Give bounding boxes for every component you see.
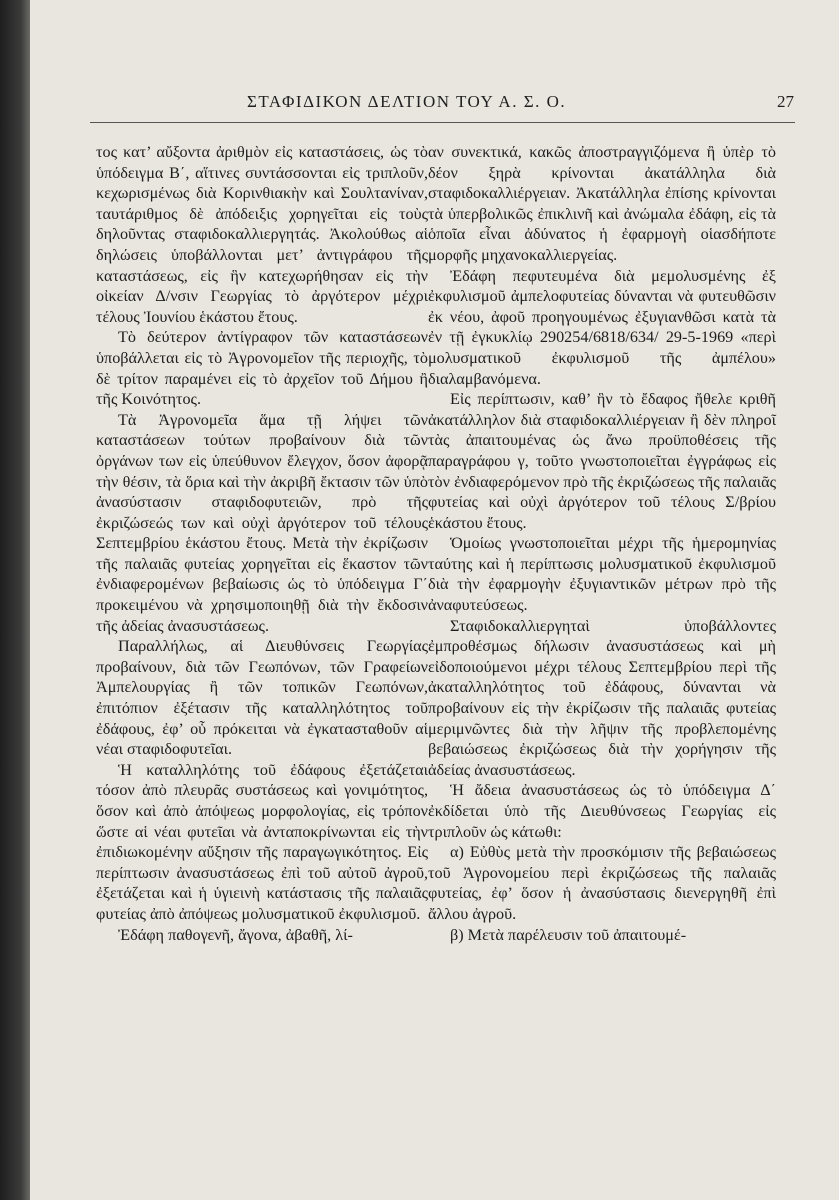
page-header [30, 92, 839, 114]
paragraph: Σταφιδοκαλλιεργηταὶ ὑποβάλλοντες ἐμπροθέσμως δήλωσιν ἀνασυστάσεως καὶ μὴ εἰδοποιούμενοι μέχρι τέλους Σεπτεμβρίου περὶ τῆς ἀκαταλληλότητος τοῦ ἐδάφους, δύνανται νὰ προβαίνουν εἰς τὴν ἐκρίζωσιν τῆς παλαιᾶς φυτείας μεριμνῶντες διὰ τὴν λῆψιν τῆς προβλεπομένης βεβαιώσεως ἐκριζώσεως διὰ τὴν χορήγησιν τῆς ἀδείας ἀνασυστάσεως. [428, 616, 776, 779]
paragraph: Ἐδάφη παθογενῆ, ἄγονα, ἀβαθῆ, λί- [118, 925, 353, 944]
document-page [30, 0, 839, 1200]
paragraph: τος κατ’ αὔξοντα ἀριθμὸν εἰς καταστάσεις, ὡς τὸ ὑπόδειγμα Β΄, αἵτινες συντάσσονται εἰς τριπλοῦν, κεχωρισμένως διὰ Κορινθιακὴν καὶ Σουλτανίναν, ταυτάριθμος δὲ ἀπόδειξις χορηγεῖται εἰς τοὺς δηλοῦντας σταφιδοκαλλιεργητάς. Ἀκολούθως αἱ δηλώσεις ὑποβάλλονται μετ’ ἀντιγράφου τῆς καταστάσεως, εἰς ἣν κατεχωρήθησαν εἰς τὴν οἰκείαν Δ/νσιν Γεωργίας τὸ ἀργότερον μέχρι τέλους Ἰουνίου ἑκάστου ἔτους. [96, 143, 428, 326]
paragraph: αν συνεκτικά, κακῶς ἀποστραγγιζόμενα ἢ ὑπὲρ τὸ δέον ξηρὰ κρίνονται ἀκατάλληλα διὰ σταφιδοκαλλιέργειαν. Ἀκατάλληλα ἐπίσης κρίνονται τὰ ὑπερβολικῶς ἐπικλινῆ καὶ ἀνώμαλα ἐδάφη, εἰς τὰ ὁποῖα εἶναι ἀδύνατος ἡ ἐφαρμογὴ οἱασδήποτε μορφῆς μηχανοκαλλιεργείας. [428, 143, 776, 264]
paragraph: Ἡ καταλληλότης τοῦ ἐδάφους ἐξετάζεται τόσον ἀπὸ πλευρᾶς συστάσεως καὶ γονιμότητος, ὅσον καὶ ἀπὸ ἀπόψεως μορφολογίας, εἰς τρόπον ὥστε αἱ νέαι φυτεῖαι νὰ ἀνταποκρίνωνται εἰς τὴν ἐπιδιωκομένην αὔξησιν τῆς παραγωγικότητος. Εἰς περίπτωσιν ἀνασυστάσεως ἐπὶ τοῦ αὐτοῦ ἀγροῦ, ἐξετάζεται καὶ ἡ ὑγιεινὴ κατάστασις τῆς παλαιᾶς φυτείας ἀπὸ ἀπόψεως μολυσματικοῦ ἐκφυλισμοῦ. [96, 760, 428, 923]
left-column [96, 142, 428, 945]
paragraph: Εἰς περίπτωσιν, καθ’ ἣν τὸ ἔδαφος ἤθελε κριθῆ ἀκατάλληλον διὰ σταφιδοκαλλιέργειαν ἢ δὲν πληροῖ τὰς ἀπαιτουμένας ὡς ἄνω προϋποθέσεις τῆς παραγράφου γ, τοῦτο γνωστοποιεῖται ἐγγράφως εἰς τὸν ἐνδιαφερόμενον πρὸ τῆς ἐκριζώσεως τῆς παλαιᾶς φυτείας καὶ οὐχὶ ἀργότερον τοῦ τέλους Σ/βρίου ἑκάστου ἔτους. [428, 390, 776, 532]
paragraph: Παραλλήλως, αἱ Διευθύνσεις Γεωργίας προβαίνουν, διὰ τῶν Γεωπόνων, τῶν Γραφείων Ἀμπελουργίας ἢ τῶν τοπικῶν Γεωπόνων, ἐπιτόπιον ἐξέτασιν τῆς καταλληλότητος τοῦ ἐδάφους, ἐφ’ οὗ πρόκειται νὰ ἐγκατασταθοῦν αἱ νέαι σταφιδοφυτεῖαι. [96, 637, 428, 759]
scan-binding-edge [0, 0, 30, 1200]
header-rule [90, 122, 795, 123]
running-title: ΣΤΑΦΙΔΙΚΟΝ ΔΕΛΤΙΟΝ ΤΟΥ Α. Σ. Ο. [247, 92, 567, 111]
paragraph: Ἡ ἄδεια ἀνασυστάσεως ὡς τὸ ὑπόδειγμα Δ΄ ἐκδίδεται ὑπὸ τῆς Διευθύνσεως Γεωργίας εἰς τριπλοῦν ὡς κάτωθι: [428, 781, 776, 841]
paragraph: Τὸ δεύτερον ἀντίγραφον τῶν καταστάσεων ὑποβάλλεται εἰς τὸ Ἀγρονομεῖον τῆς περιοχῆς, τὸ δὲ τρίτον παραμένει εἰς τὸ ἀρχεῖον τοῦ Δήμου ἢ τῆς Κοινότητος. [96, 328, 428, 409]
paragraph: Τὰ Ἀγρονομεῖα ἅμα τῇ λήψει τῶν καταστάσεων τούτων προβαίνουν διὰ τῶν ὀργάνων των εἰς ὑπεύθυνον ἔλεγχον, ὅσον ἀφορᾷ τὴν θέσιν, τὰ ὅρια καὶ τὴν ἀκριβῆ ἔκτασιν τῶν ὑπὸ ἀνασύστασιν σταφιδοφυτειῶν, πρὸ τῆς ἐκριζώσεώς των καὶ οὐχὶ ἀργότερον τοῦ τέλους Σεπτεμβρίου ἑκάστου ἔτους. Μετὰ τὴν ἐκρίζωσιν τῆς παλαιᾶς φυτείας χορηγεῖται εἰς ἕκαστον τῶν ἐνδιαφερομένων βεβαίωσις ὡς τὸ ὑπόδειγμα Γ΄ προκειμένου νὰ χρησιμοποιηθῇ διὰ τὴν ἔκδοσιν τῆς ἀδείας ἀνασυστάσεως. [96, 410, 428, 635]
page-number: 27 [777, 92, 794, 111]
paragraph: Ὁμοίως γνωστοποιεῖται μέχρι τῆς ἡμερομηνίας ταύτης καὶ ἡ περίπτωσις μολυσματικοῦ ἐκφυλισμοῦ διὰ τὴν ἐφαρμογὴν ἐξυγιαντικῶν μέτρων πρὸ τῆς ἀναφυτεύσεως. [428, 534, 776, 615]
paragraph: Ἐδάφη πεφυτευμένα διὰ μεμολυσμένης ἐξ ἐκφυλισμοῦ ἀμπελοφυτείας δύνανται νὰ φυτευθῶσιν ἐκ νέου, ἀφοῦ προηγουμένως ἐξυγιανθῶσι κατὰ τὰ ἐν τῇ ἐγκυκλίῳ 290254/6818/634/ 29-5-1969 «περὶ μολυσματικοῦ ἐκφυλισμοῦ τῆς ἀμπέλου» διαλαμβανόμενα. [428, 266, 776, 388]
paragraph: α) Εὐθὺς μετὰ τὴν προσκόμισιν τῆς βεβαιώσεως τοῦ Ἀγρονομείου περὶ ἐκριζώσεως τῆς παλαιᾶς φυτείας, ἐφ’ ὅσον ἡ ἀνασύστασις διενεργηθῆ ἐπὶ ἄλλου ἀγροῦ. [428, 843, 776, 923]
paragraph: β) Μετὰ παρέλευσιν τοῦ ἀπαιτουμέ- [450, 925, 687, 944]
right-column [428, 142, 776, 945]
